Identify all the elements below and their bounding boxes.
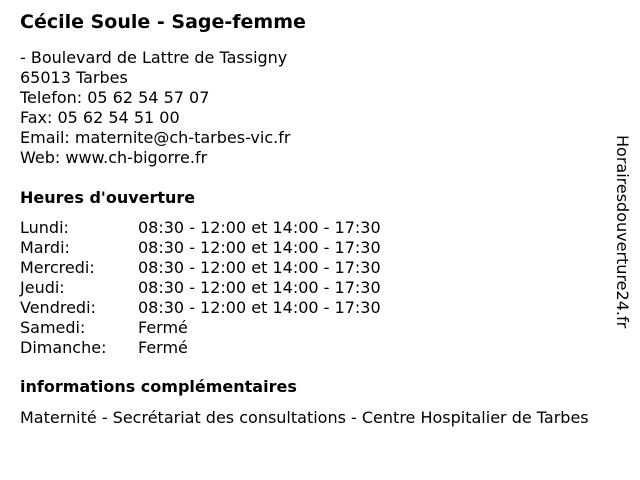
day-label: Lundi: — [20, 218, 69, 237]
hours-row-tuesday — [20, 238, 620, 258]
hours-row-friday — [20, 298, 620, 318]
day-label: Jeudi: — [20, 278, 65, 297]
page-title: Cécile Soule - Sage-femme — [20, 11, 306, 33]
hours-row-monday — [20, 218, 620, 238]
info-heading: informations complémentaires — [20, 377, 297, 396]
hours-row-wednesday — [20, 258, 620, 278]
time-value: 08:30 - 12:00 et 14:00 - 17:30 — [138, 218, 381, 237]
time-value: 08:30 - 12:00 et 14:00 - 17:30 — [138, 278, 381, 297]
hours-table — [20, 218, 620, 358]
time-value: Fermé — [138, 338, 188, 357]
time-value: 08:30 - 12:00 et 14:00 - 17:30 — [138, 238, 381, 257]
hours-heading: Heures d'ouverture — [20, 188, 196, 207]
time-value: 08:30 - 12:00 et 14:00 - 17:30 — [138, 258, 381, 277]
day-label: Vendredi: — [20, 298, 96, 317]
address-city: 65013 Tarbes — [20, 68, 128, 87]
website: Web: www.ch-bigorre.fr — [20, 148, 208, 167]
phone-number: Telefon: 05 62 54 57 07 — [20, 88, 210, 107]
time-value: 08:30 - 12:00 et 14:00 - 17:30 — [138, 298, 381, 317]
address-street: - Boulevard de Lattre de Tassigny — [20, 48, 288, 67]
email-address: Email: maternite@ch-tarbes-vic.fr — [20, 128, 291, 147]
day-label: Mercredi: — [20, 258, 95, 277]
hours-row-thursday — [20, 278, 620, 298]
site-watermark: Horairesdouverture24.fr — [613, 135, 632, 329]
time-value: Fermé — [138, 318, 188, 337]
hours-row-sunday — [20, 338, 620, 358]
fax-number: Fax: 05 62 54 51 00 — [20, 108, 180, 127]
listing-content — [20, 8, 620, 428]
contact-block — [20, 48, 620, 168]
info-description: Maternité - Secrétariat des consultations - Centre Hospitalier de Tarbes — [20, 408, 589, 427]
day-label: Dimanche: — [20, 338, 107, 357]
day-label: Mardi: — [20, 238, 70, 257]
hours-row-saturday — [20, 318, 620, 338]
day-label: Samedi: — [20, 318, 86, 337]
